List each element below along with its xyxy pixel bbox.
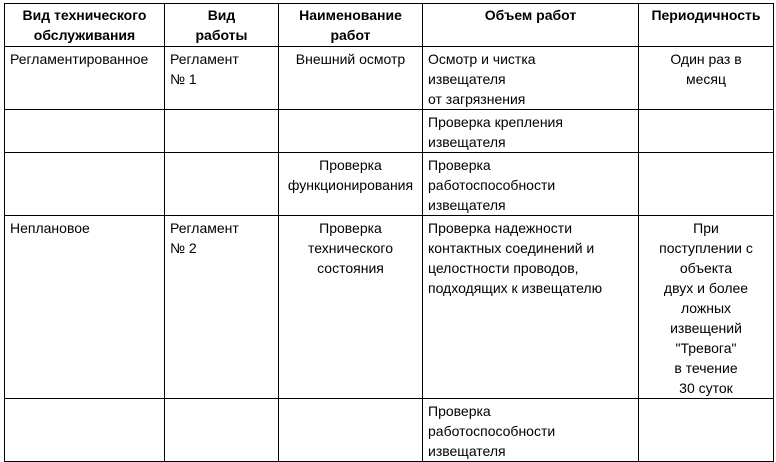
cell-periodicity xyxy=(639,399,774,462)
cell-periodicity xyxy=(639,110,774,153)
cell-work-name: Внешний осмотр xyxy=(279,47,423,110)
cell-maintenance-type: Регламентированное xyxy=(5,47,165,110)
cell-maintenance-type xyxy=(5,399,165,462)
table-row xyxy=(5,110,774,153)
cell-periodicity xyxy=(639,153,774,216)
cell-work-name xyxy=(279,110,423,153)
cell-work-scope: Осмотр и чистка извещателя от загрязнения xyxy=(423,47,639,110)
cell-work-name: Проверка функционирования xyxy=(279,153,423,216)
header-work-type: Вид работы xyxy=(165,4,279,47)
table-row xyxy=(5,399,774,462)
cell-periodicity: При поступлении с объекта двух и более ложных извещений "Тревога" в течение 30 суток xyxy=(639,216,774,399)
header-periodicity: Периодичность xyxy=(639,4,774,47)
cell-maintenance-type xyxy=(5,153,165,216)
cell-work-scope: Проверка крепления извещателя xyxy=(423,110,639,153)
cell-work-type xyxy=(165,399,279,462)
cell-work-type xyxy=(165,153,279,216)
table-row xyxy=(5,216,774,399)
table-row xyxy=(5,153,774,216)
cell-work-type: Регламент № 2 xyxy=(165,216,279,399)
cell-work-type: Регламент № 1 xyxy=(165,47,279,110)
cell-work-name xyxy=(279,399,423,462)
cell-work-name: Проверка технического состояния xyxy=(279,216,423,399)
table-row xyxy=(5,47,774,110)
cell-maintenance-type xyxy=(5,110,165,153)
cell-maintenance-type: Неплановое xyxy=(5,216,165,399)
table-header-row xyxy=(5,4,774,47)
cell-work-scope: Проверка надежности контактных соединений и целостности проводов, подходящих к извещателю xyxy=(423,216,639,399)
cell-work-type xyxy=(165,110,279,153)
header-maintenance-type: Вид технического обслуживания xyxy=(5,4,165,47)
cell-periodicity: Один раз в месяц xyxy=(639,47,774,110)
cell-work-scope: Проверка работоспособности извещателя xyxy=(423,153,639,216)
maintenance-table xyxy=(4,3,774,462)
header-work-scope: Объем работ xyxy=(423,4,639,47)
header-work-name: Наименование работ xyxy=(279,4,423,47)
cell-work-scope: Проверка работоспособности извещателя xyxy=(423,399,639,462)
